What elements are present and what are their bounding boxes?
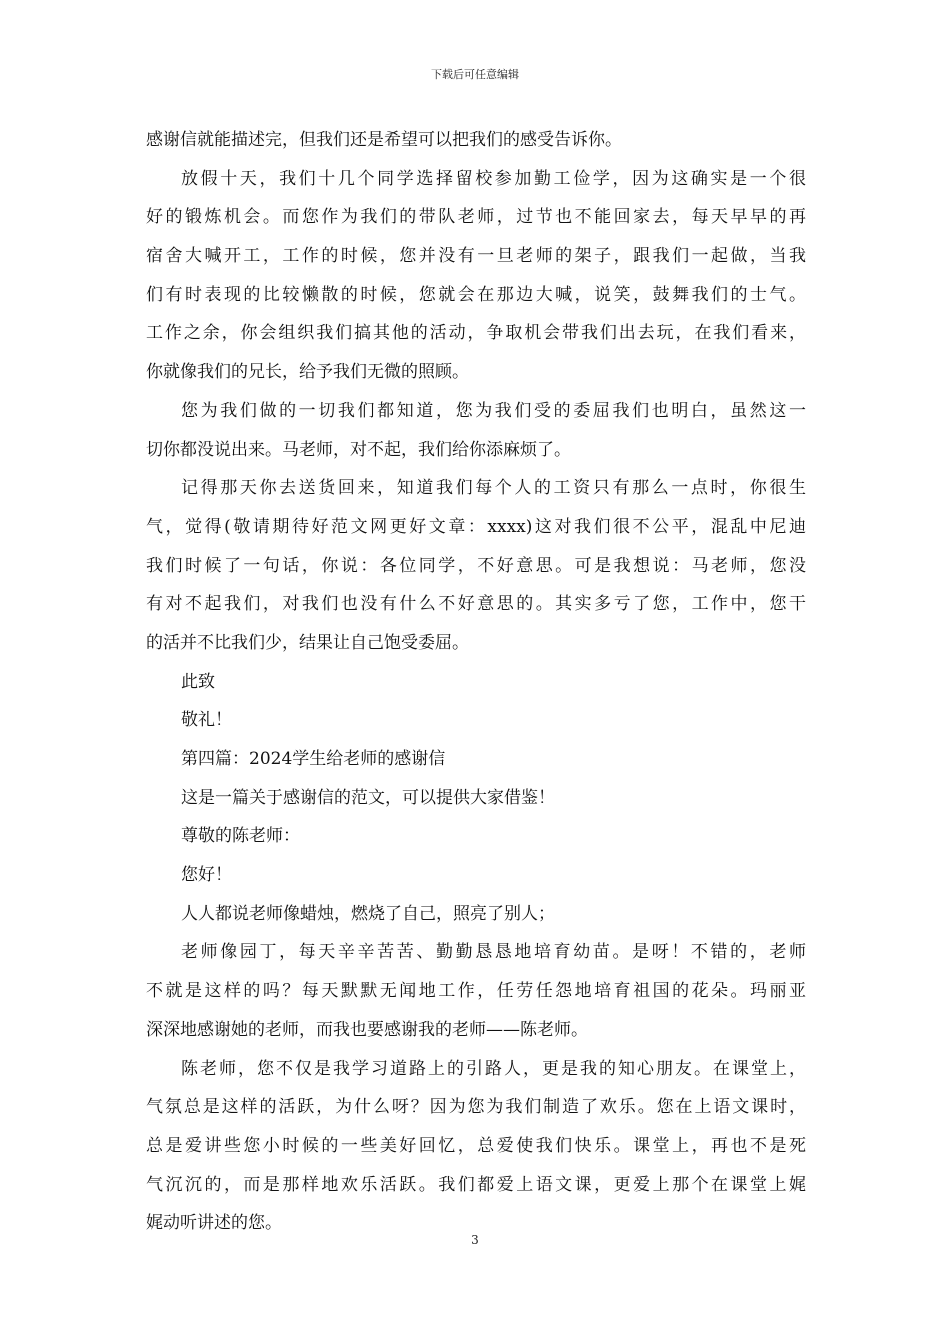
page-header: 下载后可任意编辑 [431, 68, 519, 81]
text-line: 切你都没说出来。马老师，对不起，我们给你添麻烦了。 [146, 439, 571, 460]
document-body [146, 121, 806, 1243]
text-line: 陈老师，您不仅是我学习道路上的引路人，更是我的知心朋友。在课堂上， [181, 1058, 806, 1079]
text-line: 敬礼！ [181, 710, 232, 731]
text-line: 娓动听讲述的您。 [146, 1213, 282, 1234]
text-line: 这是一篇关于感谢信的范文，可以提供大家借鉴！ [181, 787, 555, 808]
text-line: 你就像我们的兄长，给予我们无微的照顾。 [146, 362, 469, 383]
text-line: 好的锻炼机会。而您作为我们的带队老师，过节也不能回家去，每天早早的再 [146, 207, 806, 228]
text-line: 宿舍大喊开工，工作的时候，您并没有一旦老师的架子，跟我们一起做，当我 [146, 246, 806, 267]
text-line: 您为我们做的一切我们都知道，您为我们受的委屈我们也明白，虽然这一 [181, 400, 806, 421]
text-line: 感谢信就能描述完，但我们还是希望可以把我们的感受告诉你。 [146, 130, 622, 150]
text-line: 尊敬的陈老师： [181, 826, 300, 847]
text-line: 总是爱讲些您小时候的一些美好回忆，总爱使我们快乐。课堂上，再也不是死 [146, 1135, 806, 1156]
text-line: 第四篇：2024学生给老师的感谢信 [181, 749, 446, 769]
text-line: 的活并不比我们少，结果让自己饱受委屈。 [146, 632, 469, 653]
text-line: 此致 [181, 671, 215, 692]
text-line: 放假十天，我们十几个同学选择留校参加勤工俭学，因为这确实是一个很 [181, 168, 806, 189]
text-line: 您好！ [181, 865, 232, 886]
text-line: 气沉沉的，而是那样地欢乐活跃。我们都爱上语文课，更爱上那个在课堂上娓 [146, 1174, 806, 1195]
text-line: 记得那天你去送货回来，知道我们每个人的工资只有那么一点时，你很生 [181, 478, 806, 499]
text-line: 人人都说老师像蜡烛，燃烧了自己，照亮了别人； [181, 903, 555, 924]
text-line: 工作之余，你会组织我们搞其他的活动，争取机会带我们出去玩，在我们看来， [146, 323, 806, 344]
text-line: 我们时候了一句话，你说：各位同学，不好意思。可是我想说：马老师，您没 [146, 555, 806, 576]
text-line: 们有时表现的比较懒散的时候，您就会在那边大喊，说笑，鼓舞我们的士气。 [146, 284, 806, 305]
text-line: 不就是这样的吗？每天默默无闻地工作，任劳任怨地培育祖国的花朵。玛丽亚 [146, 981, 806, 1002]
text-line: 有对不起我们，对我们也没有什么不好意思的。其实多亏了您，工作中，您干 [146, 594, 806, 615]
text-line: 气氛总是这样的活跃，为什么呀？因为您为我们制造了欢乐。您在上语文课时， [146, 1097, 806, 1118]
text-line: 深深地感谢她的老师，而我也要感谢我的老师——陈老师。 [146, 1019, 588, 1040]
text-line: 气，觉得(敬请期待好范文网更好文章：xxxx)这对我们很不公平，混乱中尼迪 [146, 516, 806, 537]
page-number: 3 [471, 1233, 479, 1247]
text-line: 老师像园丁，每天辛辛苦苦、勤勤恳恳地培育幼苗。是呀！不错的，老师 [181, 942, 806, 963]
